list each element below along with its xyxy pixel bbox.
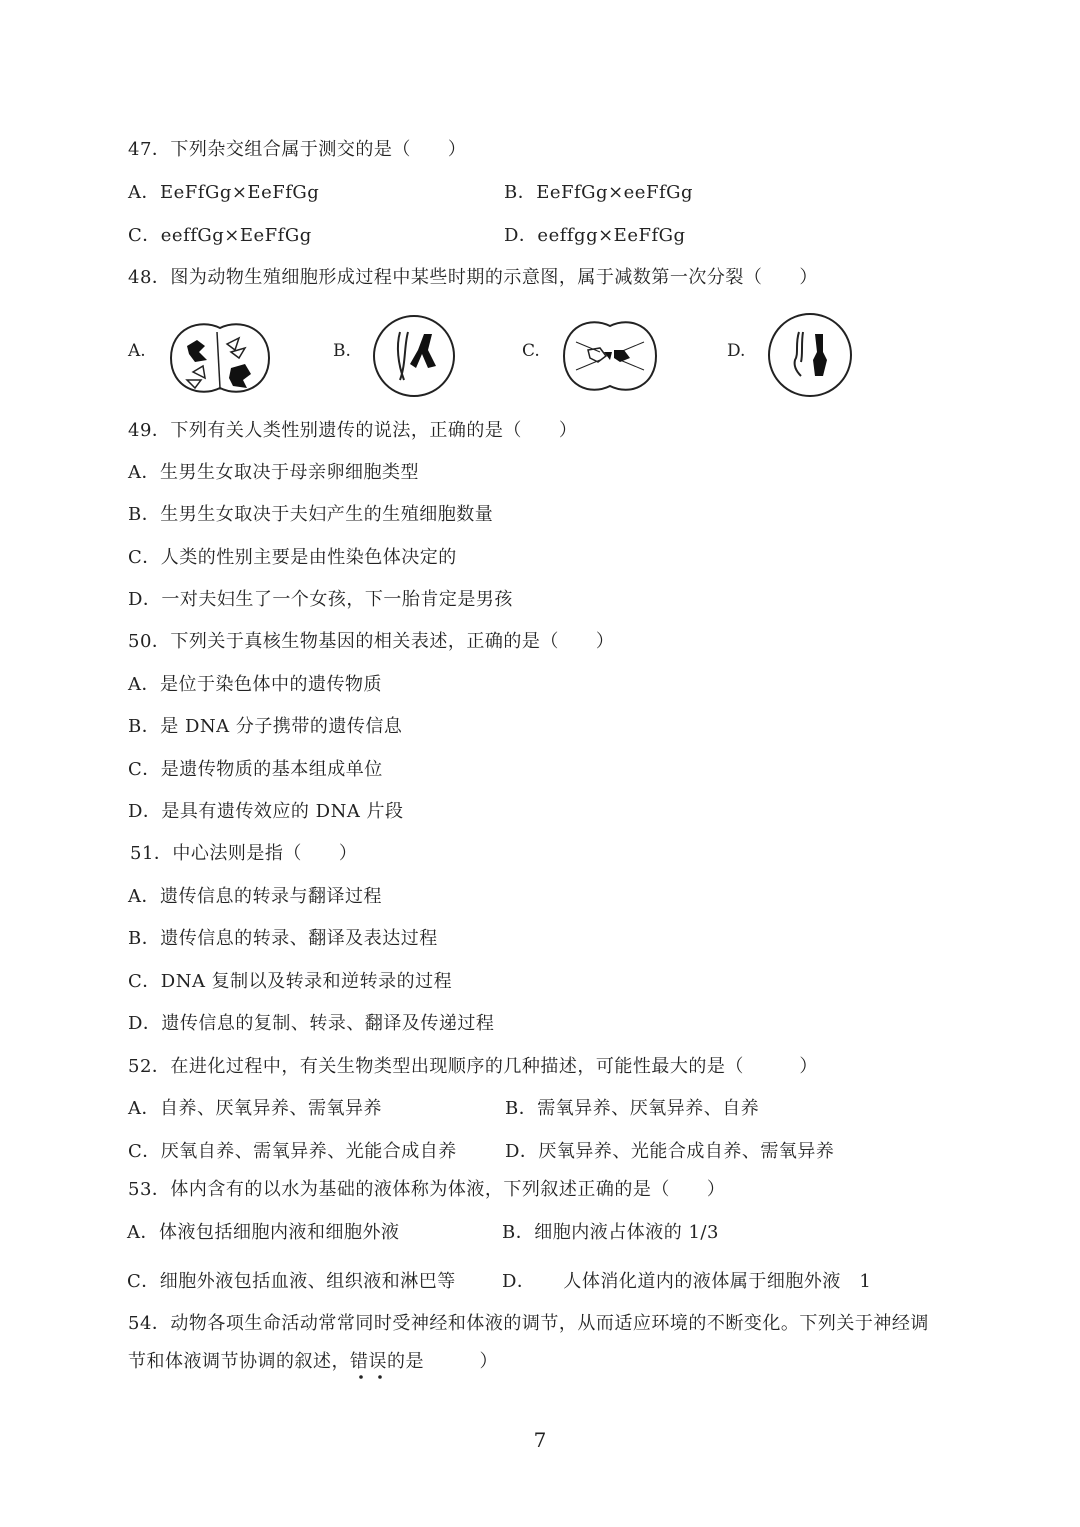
cell-diagram-b xyxy=(370,312,458,400)
question-50-option-b: B．是 DNA 分子携带的遗传信息 xyxy=(128,716,403,737)
question-47-option-b: B．EeFfGg×eeFfGg xyxy=(504,182,694,203)
question-50-option-a: A．是位于染色体中的遗传物质 xyxy=(128,674,382,695)
page-number: 7 xyxy=(533,1428,547,1452)
question-49-stem: 49．下列有关人类性别遗传的说法，正确的是（ ） xyxy=(128,420,578,441)
question-52-option-b: B．需氧异养、厌氧异养、自养 xyxy=(505,1098,760,1119)
question-50-stem: 50．下列关于真核生物基因的相关表述，正确的是（ ） xyxy=(128,631,615,652)
question-51-stem: 51．中心法则是指（ ） xyxy=(130,843,358,864)
question-49-option-d: D．一对夫妇生了一个女孩，下一胎肯定是男孩 xyxy=(128,589,513,610)
question-54-stem-line-1: 54．动物各项生命活动常常同时受神经和体液的调节，从而适应环境的不断变化。下列关于神经调 xyxy=(128,1313,929,1334)
question-47-stem: 47．下列杂交组合属于测交的是（ ） xyxy=(128,139,467,160)
question-49-option-b: B．生男生女取决于夫妇产生的生殖细胞数量 xyxy=(128,504,494,525)
question-48-stem: 48．图为动物生殖细胞形成过程中某些时期的示意图，属于减数第一次分裂（ ） xyxy=(128,267,818,288)
question-53-option-a: A．体液包括细胞内液和细胞外液 xyxy=(127,1222,400,1243)
question-53-option-b: B．细胞内液占体液的 1/3 xyxy=(502,1222,719,1243)
question-52-stem: 52．在进化过程中，有关生物类型出现顺序的几种描述，可能性最大的是（ ） xyxy=(128,1056,818,1077)
question-51-option-b: B．遗传信息的转录、翻译及表达过程 xyxy=(128,928,438,949)
question-52-option-a: A．自养、厌氧异养、需氧异养 xyxy=(128,1098,382,1119)
question-54-stem-line-2: 节和体液调节协调的叙述，错误的是 ） xyxy=(128,1351,498,1372)
question-52-option-c: C．厌氧自养、需氧异养、光能合成自养 xyxy=(128,1141,457,1162)
question-47-option-d: D．eeffgg×EeFfGg xyxy=(504,225,686,246)
question-49-option-a: A．生男生女取决于母亲卵细胞类型 xyxy=(128,462,419,483)
figure-c-label: C. xyxy=(522,341,540,361)
cell-diagram-d xyxy=(765,310,855,400)
question-47-option-a: A．EeFfGg×EeFfGg xyxy=(128,182,320,203)
question-53-stem: 53．体内含有的以水为基础的液体称为体液，下列叙述正确的是（ ） xyxy=(128,1179,726,1200)
question-47-option-c: C．eeffGg×EeFfGg xyxy=(128,225,312,246)
question-53-option-d: D． 人体消化道内的液体属于细胞外液 1 xyxy=(502,1271,872,1292)
cell-diagram-c xyxy=(560,316,660,396)
question-52-option-d: D．厌氧异养、光能合成自养、需氧异养 xyxy=(505,1141,835,1162)
question-50-option-d: D．是具有遗传效应的 DNA 片段 xyxy=(128,801,404,822)
emphasis-dots xyxy=(356,1374,386,1380)
question-51-option-d: D．遗传信息的复制、转录、翻译及传递过程 xyxy=(128,1013,495,1034)
figure-b-label: B. xyxy=(333,341,351,361)
figure-d-label: D. xyxy=(727,341,746,361)
figure-a-label: A. xyxy=(128,341,146,361)
question-51-option-c: C．DNA 复制以及转录和逆转录的过程 xyxy=(128,971,453,992)
question-50-option-c: C．是遗传物质的基本组成单位 xyxy=(128,759,383,780)
cell-diagram-a xyxy=(165,316,275,400)
question-53-option-c: C．细胞外液包括血液、组织液和淋巴等 xyxy=(127,1271,456,1292)
question-51-option-a: A．遗传信息的转录与翻译过程 xyxy=(128,886,382,907)
question-49-option-c: C．人类的性别主要是由性染色体决定的 xyxy=(128,547,457,568)
